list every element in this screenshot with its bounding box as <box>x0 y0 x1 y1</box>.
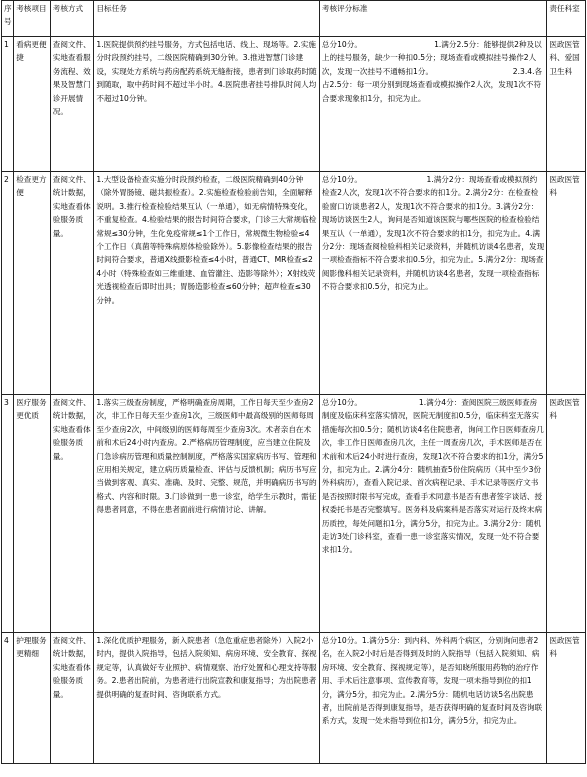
cell-standard: 总分10分。 1.满分2分：现场查看或模拟预约检查2人次，发现1次不符合要求的扣1分。2.满分2分：在检查检验窗口访谈患者2人，发现1次不符合要求的扣1分。3.满分2分：现场访谈医生2人，询问是否知道该医院与哪些医院的检查检验结果互认（一单通），发现1次不符合要求的扣1分，扣完为止。4.满分2分：现场查阅检验科相关记录资料，并随机访谈4名患者，发现一项检查指标不符合要求扣0.5分，扣完为止。5.满分2分：现场查阅影像科相关记录资料，并随机访谈4名患者，发现一项检查指标不符合要求扣0.5分，扣完为止。 <box>319 172 547 395</box>
header-standard: 考核评分标准 <box>319 1 547 37</box>
header-project: 考核项目 <box>14 1 51 37</box>
header-method: 考核方式 <box>50 1 94 37</box>
cell-num: 1 <box>2 37 14 172</box>
assessment-table <box>1 0 586 764</box>
cell-method: 查阅文件、实地查看服务流程、效果及智慧门诊开展情况。 <box>50 37 94 172</box>
cell-standard: 总分10分。1.满分5分：到内科、外科两个病区，分别询问患者2名，在入院2小时后是否得到及时的入院指导（包括入院须知、病房环境、安全教育、探视规定等），是否知晓所服用药物的治疗作用、手术后注意事项、宣传教育等，发现一项未指导到位的扣1分，满分5分，扣完为止。2.满分5分：随机电话访谈5名出院患者，出院前是否得到康复指导，是否获得明确的复查时间及咨询联系方式，发现一处未指导到位扣1分，满分5分，扣完为止。 <box>319 633 547 764</box>
cell-num: 3 <box>2 395 14 633</box>
table-row <box>2 633 586 764</box>
cell-standard: 总分10分。 1.满分2.5分：能够提供2种及以上的挂号服务，缺少一种扣0.5分；现场查看或模拟挂号操作2人次，发现一次挂号不通畅扣1分。 2.3.4.各占2.5分：每一项分别到现场查看或模拟操作2人次，发现1次不符合要求现象扣1分，扣完为止。 <box>319 37 547 172</box>
cell-project: 检查更方便 <box>14 172 51 395</box>
cell-standard: 总分10分。 1.满分4分：查阅医院三级医师查房制度及临床科室落实情况，医院无制度扣0.5分，临床科室无落实措施每次扣0.5分；随机访谈4名住院患者，询问工作日医师查房几次，非工作日医师查房几次，主任一周查房几次，手术医师是否在术前和术后24小时进行查房，发现1次不符合要求的扣1分，满分5分，扣完为止。2.满分4分：随机抽查5份住院病历（其中至少3份外科病历），查看入院记录、首次病程记录、手术记录等医疗文书是否按照时限书写完成，查看手术同意书是否有患者签字谈话、授权委托书是否完整填写。医务科及病案科是否落实对运行及终末病历质控，每处问题扣1分，满分5分，扣完为止。3.满分2分：随机走访3处门诊科室，查看一患一诊室落实情况，发现一处不符合要求扣1分。 <box>319 395 547 633</box>
header-dept: 责任科室 <box>547 1 586 37</box>
cell-num: 4 <box>2 633 14 764</box>
table-row <box>2 395 586 633</box>
table-header-row <box>2 1 586 37</box>
cell-project: 医疗服务更优质 <box>14 395 51 633</box>
table-row <box>2 172 586 395</box>
cell-method: 查阅文件、统计数据，实地查看体验服务质量。 <box>50 172 94 395</box>
cell-num: 2 <box>2 172 14 395</box>
cell-dept: 医政医管科 <box>547 395 586 633</box>
cell-method: 查阅文件、统计数据，实地查看体验服务质量。 <box>50 633 94 764</box>
cell-method: 查阅文件、统计数据，实地查看体验服务质量。 <box>50 395 94 633</box>
cell-task: 1.大型设备检查实施分时段预约检查，二级医院精确到40分钟（除外胃肠镜、磁共振检查）。2.实施检查检验前告知，全面解释说明。3.推行检查检验结果互认（一单通），如无病情特殊变化，不重复检查。4.检验结果的报告时间符合要求，门诊三大常规临检常规≤30分钟，生化免疫常规≤1个工作日，常规微生物检验≤4个工作日（真菌等特殊病原体检验除外）。5.影像检查结果的报告时间符合要求，普通X线摄影检查≤4小时，普通CT、MR检查≤24小时（特殊检查如三维重建、血管灌注、造影等除外）；X射线荧光透视检查后即时出具；胃肠造影检查≤60分钟；超声检查≤30分钟。 <box>94 172 319 395</box>
header-num: 序号 <box>2 1 14 37</box>
cell-project: 看病更便捷 <box>14 37 51 172</box>
table-row <box>2 37 586 172</box>
cell-dept: 医政医管科 <box>547 633 586 764</box>
cell-dept: 医政医管科 <box>547 172 586 395</box>
cell-task: 1.医院提供预约挂号服务，方式包括电话、线上、现场等。2.实施分时段预约挂号，二级医院精确到30分钟。3.推进智慧门诊建设，实现处方系统与药房配药系统无缝衔接，患者到门诊取药时随到随取，取中药时间不超过半小时。4.医院患者挂号排队时间人均不超过10分钟。 <box>94 37 319 172</box>
cell-project: 护理服务更精细 <box>14 633 51 764</box>
cell-task: 1.深化优质护理服务，新入院患者（急危重症患者除外）入院2小时内，提供入院指导，包括入院须知、病房环境、安全教育、探视规定等，认真做好专业照护、病情观察、治疗处置和心理支持等服务。2.患者出院前，为患者进行出院宣教和康复指导；为出院患者提供明确的复查时间、咨询联系方式。 <box>94 633 319 764</box>
cell-task: 1.落实三级查房制度，严格明确查房周期，工作日每天至少查房2次，非工作日每天至少查房1次，三级医师中最高级别的医师每周至少查房2次，中间级别的医师每周至少查房3次。术者亲自在术前和术后24小时内查房。2.严格病历管理制度，应当建立住院及门急诊病历管理和质量控制制度，严格落实国家病历书写、管理和应用相关规定，建立病历质量检查、评估与反馈机制；病历书写应当做到客观、真实、准确、及时、完整、规范，并明确病历书写的格式、内容和时限。3.门诊做到一患一诊室，给学生示教时，需征得患者同意，不得在患者面前进行病情讨论、讲解。 <box>94 395 319 633</box>
cell-dept: 医政医管科、爱国卫生科 <box>547 37 586 172</box>
header-task: 目标任务 <box>94 1 319 37</box>
